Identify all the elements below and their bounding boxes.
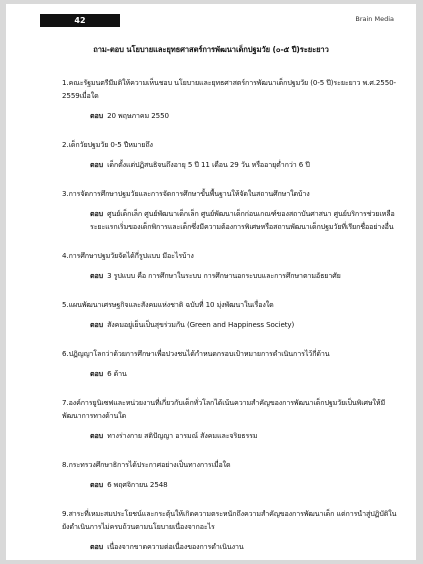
question-text: 4.การศึกษาปฐมวัยจัดได้กี่รูปแบบ มีอะไรบ้าง	[62, 251, 194, 260]
qa-item	[62, 458, 402, 491]
qa-item	[62, 298, 402, 331]
question-text: 5.แผนพัฒนาเศรษฐกิจและสังคมแห่งชาติ ฉบับที่ 10 มุ่งพัฒนาในเรื่องใด	[62, 300, 274, 309]
answer-label: ตอบ	[90, 209, 104, 218]
question-text: 8.กระทรวงศึกษาธิการได้ประกาศอย่างเป็นทางการเมื่อใด	[62, 460, 231, 469]
answer-text: ศูนย์เด็กเล็ก ศูนย์พัฒนาเด็กเล็ก ศูนย์พัฒนาเด็กก่อนเกณฑ์ของสถาบันศาสนา ศูนย์บริการช่วยเหลือระยะแรกเริ่มของเด็กพิการและเด็กซึ่งมีความต้องการพิเศษหรือสถานพัฒนาเด็กปฐมวัยที่เรียกชื่ออย่างอื่น	[90, 209, 395, 231]
qa-item	[62, 347, 402, 380]
answer-label: ตอบ	[90, 111, 104, 120]
answer-text: เนื่องจากขาดความต่อเนื่องของการดำเนินงาน	[107, 542, 244, 551]
answer-label: ตอบ	[90, 431, 104, 440]
answer-text: 6 พฤศจิกายน 2548	[107, 480, 168, 489]
answer-label: ตอบ	[90, 160, 104, 169]
answer-label: ตอบ	[90, 271, 104, 280]
answer	[62, 540, 402, 553]
answer	[62, 207, 402, 233]
question-text: 2.เด็กวัยปฐมวัย 0-5 ปีหมายถึง	[62, 140, 153, 149]
qa-item	[62, 138, 402, 171]
answer-text: 20 พฤษภาคม 2550	[107, 111, 169, 120]
question-text: 6.ปฏิญญาโลกว่าด้วยการศึกษาเพื่อปวงชนได้กำหนดกรอบเป้าหมายการดำเนินการไว้กี่ด้าน	[62, 349, 330, 358]
document-page	[6, 4, 416, 560]
brand-label: Brain Media	[355, 15, 394, 23]
question-text: 9.สาระที่เหมะสมประโยชน์และกระตุ้นให้เกิดความตระหนักถึงความสำคัญของการพัฒนาเด็ก แต่การนำสู่ปฏิบัติในยังดำเนินการไม่ครบถ้วนตามนโยบายเนื่องจากอะไร	[62, 509, 397, 531]
answer	[62, 158, 402, 171]
answer-text: สังคมอยู่เย็นเป็นสุขร่วมกัน (Green and Happiness Society)	[107, 320, 295, 329]
question-text: 7.องค์การยูนิเซฟและหน่วยงานที่เกี่ยวกับเด็กทั่วโลกได้เน้นความสำคัญของการพัฒนาเด็กปฐมวัยเป็นพิเศษให้มีพัฒนาการทางด้านใด	[62, 398, 386, 420]
answer-label: ตอบ	[90, 542, 104, 551]
answer	[62, 367, 402, 380]
answer	[62, 429, 402, 442]
page-number-badge: 42	[40, 14, 120, 27]
qa-list	[62, 76, 402, 560]
document-title: ถาม-ตอบ นโยบายและยุทธศาสตร์การพัฒนาเด็กปฐมวัย (๐-๕ ปี)ระยะยาว	[93, 45, 329, 54]
answer-label: ตอบ	[90, 320, 104, 329]
question-text: 3.การจัดการศึกษาปฐมวัยและการจัดการศึกษาขั้นพื้นฐานให้จัดในสถานศึกษาใดบ้าง	[62, 189, 310, 198]
answer-label: ตอบ	[90, 369, 104, 378]
qa-item	[62, 507, 402, 553]
qa-item	[62, 76, 402, 122]
answer	[62, 318, 402, 331]
qa-item	[62, 187, 402, 233]
qa-item	[62, 396, 402, 442]
qa-item	[62, 249, 402, 282]
answer	[62, 109, 402, 122]
answer-text: 6 ด้าน	[107, 369, 127, 378]
answer	[62, 478, 402, 491]
answer-text: เด็กตั้งแต่ปฏิสนธิจนถึงอายุ 5 ปี 11 เดือน 29 วัน หรืออายุต่ำกว่า 6 ปี	[107, 160, 310, 169]
answer-text: 3 รูปแบบ คือ การศึกษาในระบบ การศึกษานอกระบบและการศึกษาตามอัธยาศัย	[107, 271, 341, 280]
question-text: 1.คณะรัฐมนตรีมีมติให้ความเห็นชอบ นโยบายและยุทธศาสตร์การพัฒนาเด็กปฐมวัย (0-5 ปี)ระยะยาว พ.ศ.2550-2559เมื่อใด	[62, 78, 396, 100]
answer	[62, 269, 402, 282]
answer-text: ทางร่างกาย สติปัญญา อารมณ์ สังคมและจริยธรรม	[107, 431, 258, 440]
answer-label: ตอบ	[90, 480, 104, 489]
